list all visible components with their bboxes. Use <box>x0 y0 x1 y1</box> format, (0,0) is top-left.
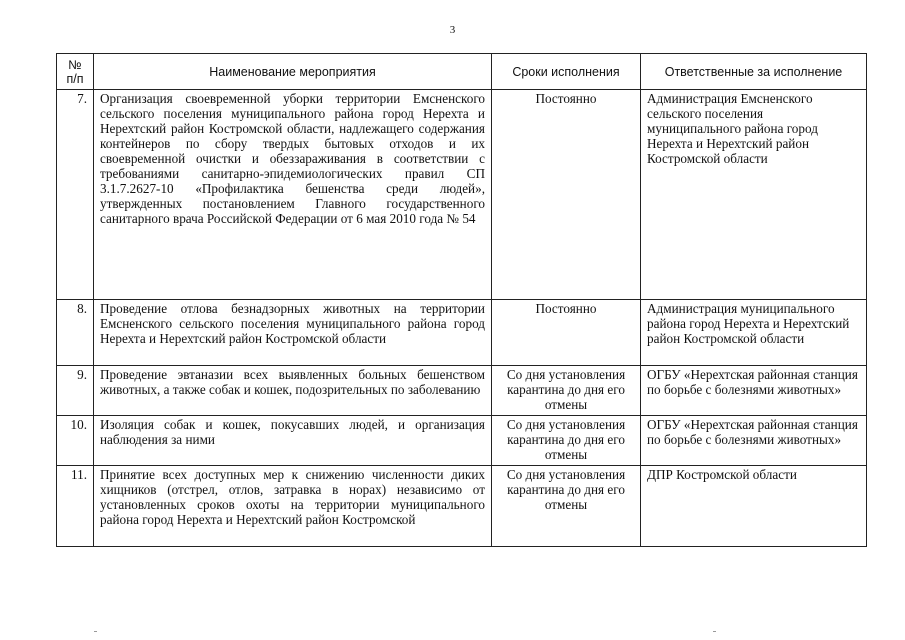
table-row <box>57 366 867 416</box>
header-name: Наименование мероприятия <box>94 54 492 90</box>
measure-responsible: Администрация муниципального района город Нерехта и Нерехтский район Костромской области <box>641 300 867 366</box>
measure-name: Организация своевременной уборки территории Емсненского сельского поселения муниципального района город Нерехта и Нерехтский район Костромской области, надлежащего содержания контейнеров по сбору твердых бытовых отходов и их своевременной очистки и обеззараживания в соответствии с требованиями санитарно-эпидемиологических правил СП 3.1.7.2627-10 «Профилактика бешенства среди людей», утвержденных постановлением Главного государственного санитарного врача Российской Федерации от 6 мая 2010 года № 54 <box>94 90 492 300</box>
table-row <box>57 416 867 466</box>
measure-responsible: Администрация Емсненского сельского поселения муниципального района город Нерехта и Нерехтский район Костромской области <box>641 90 867 300</box>
measure-term: Со дня установления карантина до дня его отмены <box>492 416 641 466</box>
measure-responsible: ОГБУ «Нерехтская районная станция по борьбе с болезнями животных» <box>641 366 867 416</box>
measure-term: Со дня установления карантина до дня его отмены <box>492 366 641 416</box>
row-number: 8. <box>57 300 94 366</box>
row-number: 11. <box>57 466 94 547</box>
measures-table <box>56 53 867 547</box>
page-number: 3 <box>449 24 456 36</box>
table-row <box>57 466 867 547</box>
measure-name: Принятие всех доступных мер к снижению численности диких хищников (отстрел, отлов, затравка в норах) независимо от установленных сроков охоты на территории муниципального района город Нерехта и Нерехтский район Костромской <box>94 466 492 547</box>
measure-responsible: ДПР Костромской области <box>641 466 867 547</box>
measure-term: Постоянно <box>492 90 641 300</box>
header-term: Сроки исполнения <box>492 54 641 90</box>
header-num: № п/п <box>57 54 94 90</box>
measure-term: Постоянно <box>492 300 641 366</box>
row-number: 9. <box>57 366 94 416</box>
measure-responsible: ОГБУ «Нерехтская районная станция по борьбе с болезнями животных» <box>641 416 867 466</box>
table-row <box>57 300 867 366</box>
measure-term: Со дня установления карантина до дня его отмены <box>492 466 641 547</box>
scan-speck <box>713 631 716 632</box>
row-number: 10. <box>57 416 94 466</box>
measure-name: Проведение эвтаназии всех выявленных больных бешенством животных, а также собак и кошек, подозрительных по заболеванию <box>94 366 492 416</box>
scan-speck <box>94 631 97 632</box>
header-resp: Ответственные за исполнение <box>641 54 867 90</box>
measure-name: Изоляция собак и кошек, покусавших людей, и организация наблюдения за ними <box>94 416 492 466</box>
row-number: 7. <box>57 90 94 300</box>
table-header-row <box>57 54 867 90</box>
measure-name: Проведение отлова безнадзорных животных на территории Емсненского сельского поселения муниципального района город Нерехта и Нерехтский район Костромской области <box>94 300 492 366</box>
table-row <box>57 90 867 300</box>
